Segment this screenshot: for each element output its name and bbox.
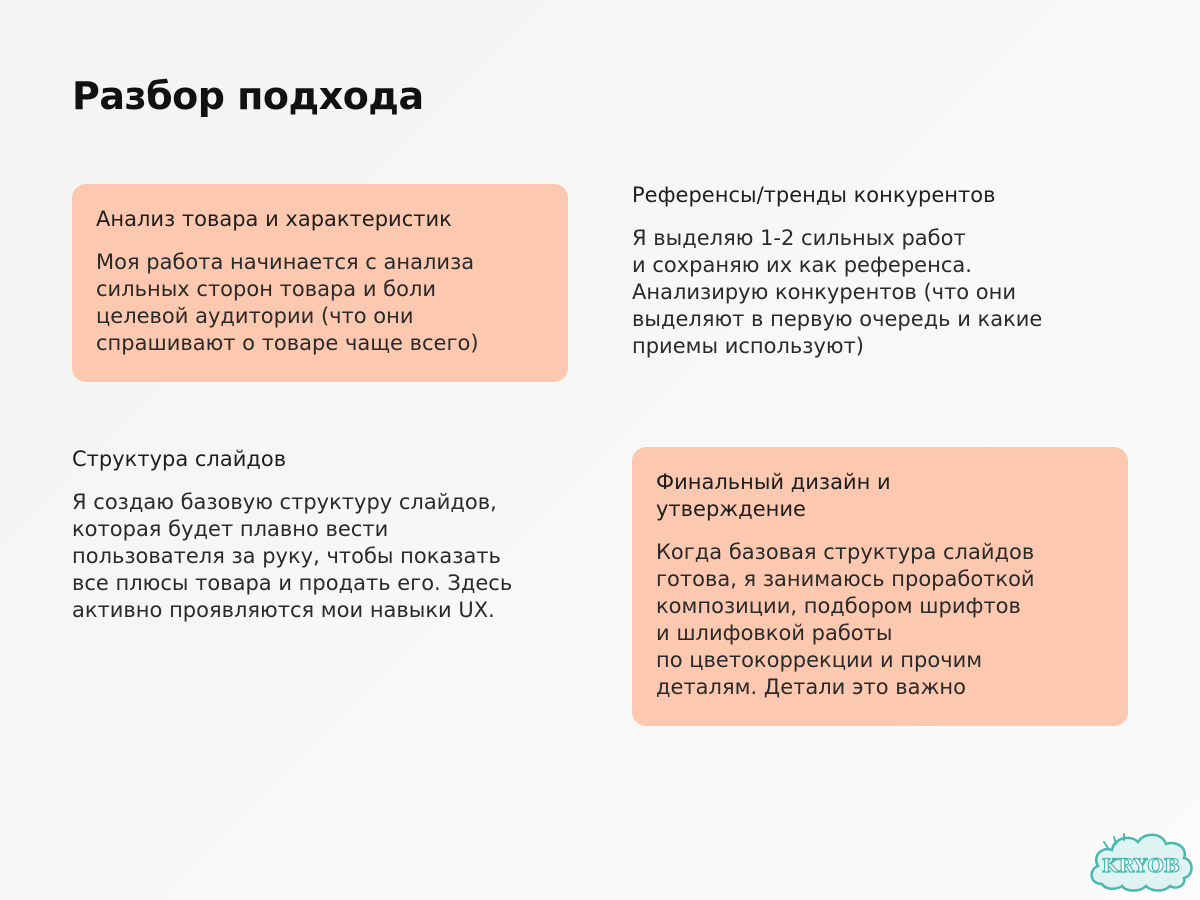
card-slide-structure (72, 446, 592, 624)
card-references-trends (632, 182, 1152, 360)
card-body: Когда базовая структура слайдов готова, я занимаюсь проработкой композиции, подбором шрифтов и шлифовкой работы по цветокоррекции и прочим деталям. Детали это важно (656, 540, 1035, 699)
card-final-design (632, 447, 1128, 726)
brand-logo (1084, 824, 1196, 896)
card-heading: Анализ товара и характеристик (96, 207, 452, 231)
card-body: Я выделяю 1-2 сильных работ и сохраняю их как референса. Анализирую конкурентов (что они выделяют в первую очередь и какие приемы используют) (632, 226, 1043, 358)
cloud-logo-icon (1084, 824, 1196, 896)
card-heading: Референсы/тренды конкурентов (632, 183, 996, 207)
logo-text: KRYOB (1102, 855, 1180, 877)
card-heading: Структура слайдов (72, 447, 287, 471)
card-body: Я создаю базовую структуру слайдов, которая будет плавно вести пользователя за руку, чтобы показать все плюсы товара и продать его. Здесь активно проявляются мои навыки UX. (72, 490, 513, 622)
card-product-analysis (72, 184, 568, 382)
page-title: Разбор подхода (72, 74, 424, 118)
card-body: Моя работа начинается с анализа сильных сторон товара и боли целевой аудитории (что они спрашивают о товаре чаще всего) (96, 250, 479, 355)
card-heading: Финальный дизайн и утверждение (656, 470, 891, 521)
